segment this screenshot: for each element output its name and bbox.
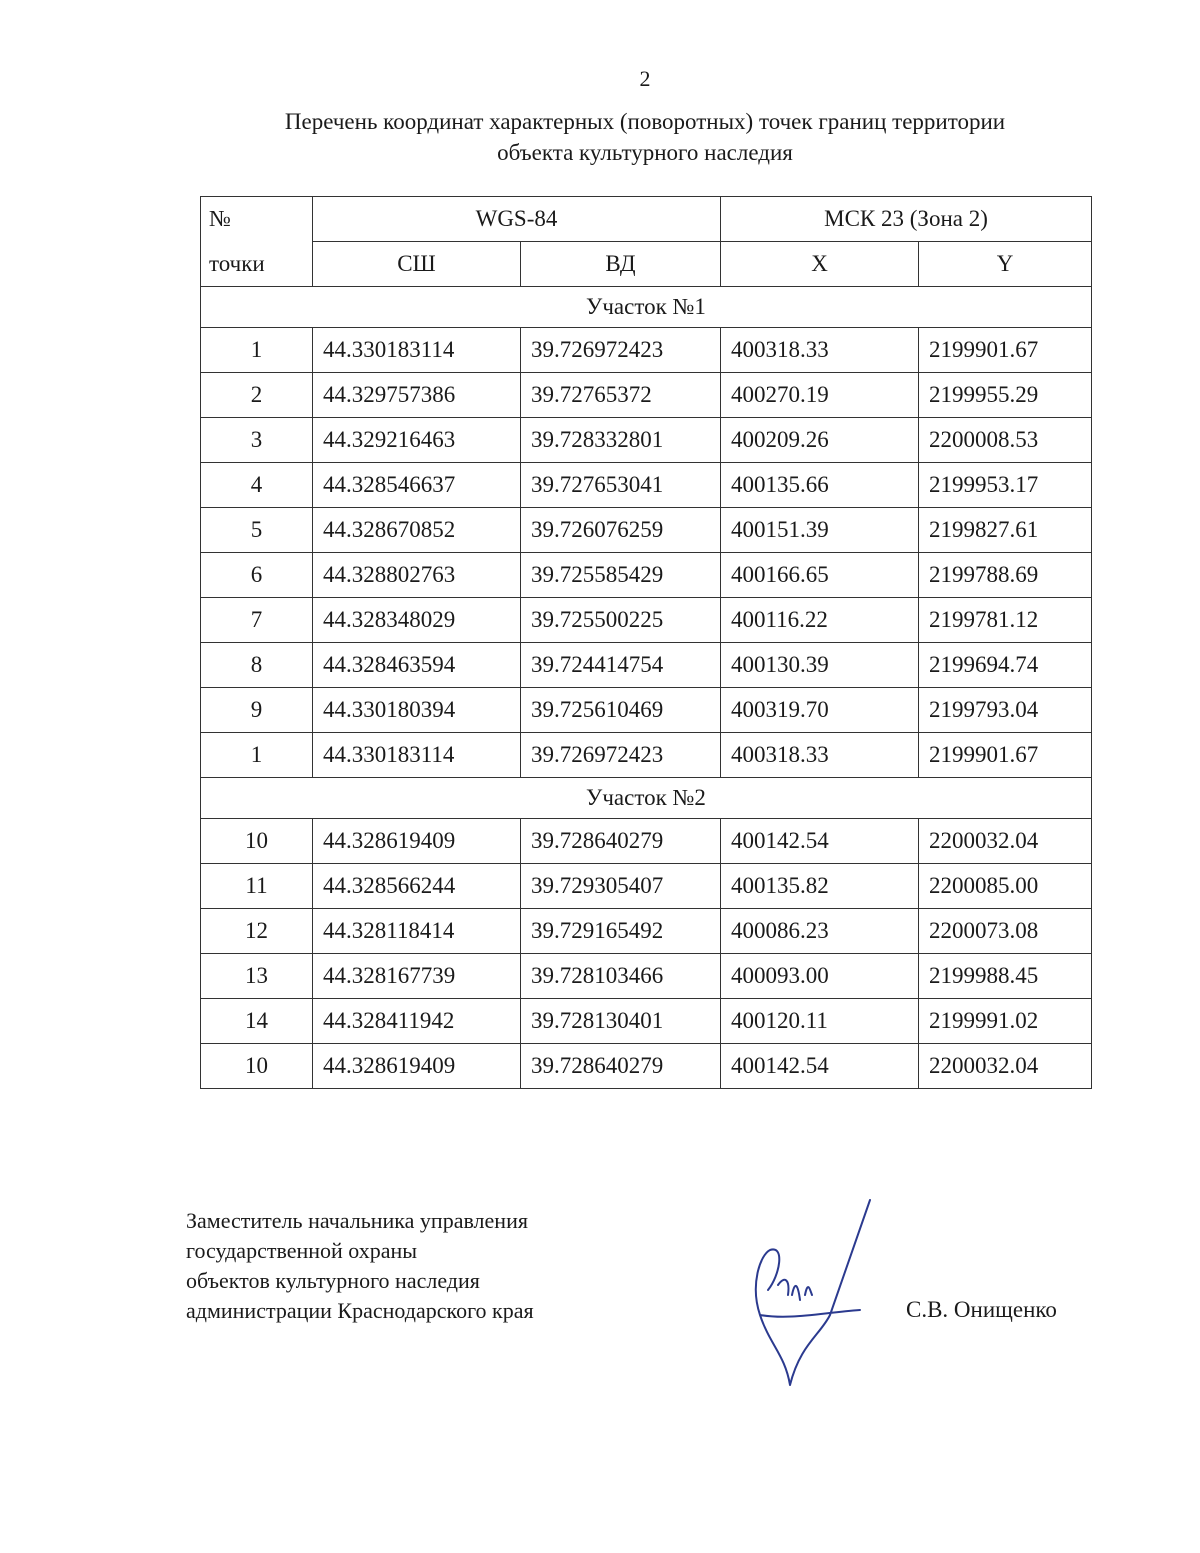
header-num-line1: № (201, 197, 313, 242)
x-coordinate-cell: 400151.39 (721, 508, 919, 553)
header-x: X (721, 242, 919, 287)
x-coordinate-cell: 400318.33 (721, 733, 919, 778)
latitude-cell: 44.328802763 (313, 553, 521, 598)
point-number-cell: 2 (201, 373, 313, 418)
x-coordinate-cell: 400093.00 (721, 954, 919, 999)
point-number-cell: 4 (201, 463, 313, 508)
latitude-cell: 44.328118414 (313, 909, 521, 954)
longitude-cell: 39.728130401 (521, 999, 721, 1044)
point-number-cell: 3 (201, 418, 313, 463)
y-coordinate-cell: 2199793.04 (919, 688, 1092, 733)
longitude-cell: 39.728640279 (521, 819, 721, 864)
table-row (201, 598, 1092, 643)
y-coordinate-cell: 2200032.04 (919, 1044, 1092, 1089)
header-y: Y (919, 242, 1092, 287)
point-number-cell: 1 (201, 733, 313, 778)
table-row (201, 1044, 1092, 1089)
latitude-cell: 44.329757386 (313, 373, 521, 418)
point-number-cell: 11 (201, 864, 313, 909)
longitude-cell: 39.724414754 (521, 643, 721, 688)
table-row (201, 909, 1092, 954)
longitude-cell: 39.726972423 (521, 733, 721, 778)
x-coordinate-cell: 400319.70 (721, 688, 919, 733)
header-wgs84: WGS-84 (313, 197, 721, 242)
latitude-cell: 44.328411942 (313, 999, 521, 1044)
document-title (200, 106, 1090, 168)
y-coordinate-cell: 2199901.67 (919, 733, 1092, 778)
section-row (201, 778, 1092, 819)
point-number-cell: 9 (201, 688, 313, 733)
longitude-cell: 39.72765372 (521, 373, 721, 418)
y-coordinate-cell: 2199788.69 (919, 553, 1092, 598)
table-row (201, 328, 1092, 373)
latitude-cell: 44.328619409 (313, 1044, 521, 1089)
header-msk23: МСК 23 (Зона 2) (721, 197, 1092, 242)
x-coordinate-cell: 400270.19 (721, 373, 919, 418)
y-coordinate-cell: 2199988.45 (919, 954, 1092, 999)
latitude-cell: 44.328546637 (313, 463, 521, 508)
y-coordinate-cell: 2199953.17 (919, 463, 1092, 508)
longitude-cell: 39.726076259 (521, 508, 721, 553)
handwritten-signature (730, 1195, 880, 1395)
section-title: Участок №2 (201, 778, 1092, 819)
point-number-cell: 12 (201, 909, 313, 954)
section-row (201, 287, 1092, 328)
page-number: 2 (639, 66, 651, 91)
longitude-cell: 39.729165492 (521, 909, 721, 954)
longitude-cell: 39.728103466 (521, 954, 721, 999)
y-coordinate-cell: 2200032.04 (919, 819, 1092, 864)
point-number-cell: 14 (201, 999, 313, 1044)
table-row (201, 418, 1092, 463)
y-coordinate-cell: 2199901.67 (919, 328, 1092, 373)
x-coordinate-cell: 400166.65 (721, 553, 919, 598)
table-row (201, 553, 1092, 598)
y-coordinate-cell: 2200085.00 (919, 864, 1092, 909)
longitude-cell: 39.725500225 (521, 598, 721, 643)
point-number-cell: 7 (201, 598, 313, 643)
table-row (201, 864, 1092, 909)
latitude-cell: 44.328619409 (313, 819, 521, 864)
latitude-cell: 44.328463594 (313, 643, 521, 688)
point-number-cell: 5 (201, 508, 313, 553)
signer-position-line-2: государственной охраны (186, 1238, 418, 1263)
table-row (201, 733, 1092, 778)
coordinates-table (200, 196, 1092, 1089)
signer-name: С.В. Онищенко (906, 1297, 1057, 1322)
table-row (201, 373, 1092, 418)
table-row (201, 463, 1092, 508)
point-number-cell: 8 (201, 643, 313, 688)
x-coordinate-cell: 400142.54 (721, 1044, 919, 1089)
latitude-cell: 44.328167739 (313, 954, 521, 999)
x-coordinate-cell: 400116.22 (721, 598, 919, 643)
signer-position-line-3: объектов культурного наследия (186, 1268, 480, 1293)
table-row (201, 819, 1092, 864)
x-coordinate-cell: 400120.11 (721, 999, 919, 1044)
latitude-cell: 44.329216463 (313, 418, 521, 463)
latitude-cell: 44.330183114 (313, 328, 521, 373)
table-row (201, 643, 1092, 688)
y-coordinate-cell: 2199955.29 (919, 373, 1092, 418)
signer-position-line-4: администрации Краснодарского края (186, 1298, 534, 1323)
x-coordinate-cell: 400130.39 (721, 643, 919, 688)
point-number-cell: 6 (201, 553, 313, 598)
section-title: Участок №1 (201, 287, 1092, 328)
y-coordinate-cell: 2199991.02 (919, 999, 1092, 1044)
longitude-cell: 39.727653041 (521, 463, 721, 508)
latitude-cell: 44.328670852 (313, 508, 521, 553)
x-coordinate-cell: 400135.82 (721, 864, 919, 909)
header-lat: СШ (313, 242, 521, 287)
latitude-cell: 44.328566244 (313, 864, 521, 909)
latitude-cell: 44.330183114 (313, 733, 521, 778)
title-line-2: объекта культурного наследия (497, 140, 793, 165)
longitude-cell: 39.725610469 (521, 688, 721, 733)
longitude-cell: 39.728332801 (521, 418, 721, 463)
signer-position (186, 1206, 534, 1326)
signer-position-line-1: Заместитель начальника управления (186, 1208, 528, 1233)
table-row (201, 954, 1092, 999)
title-line-1: Перечень координат характерных (поворотных) точек границ территории (284, 109, 1006, 134)
table-row (201, 508, 1092, 553)
x-coordinate-cell: 400086.23 (721, 909, 919, 954)
y-coordinate-cell: 2199781.12 (919, 598, 1092, 643)
y-coordinate-cell: 2200073.08 (919, 909, 1092, 954)
table-header (201, 197, 1092, 287)
longitude-cell: 39.726972423 (521, 328, 721, 373)
table-row (201, 688, 1092, 733)
x-coordinate-cell: 400142.54 (721, 819, 919, 864)
latitude-cell: 44.330180394 (313, 688, 521, 733)
point-number-cell: 10 (201, 819, 313, 864)
header-lon: ВД (521, 242, 721, 287)
table-row (201, 999, 1092, 1044)
longitude-cell: 39.729305407 (521, 864, 721, 909)
table-body (201, 287, 1092, 1089)
header-num-line2: точки (201, 242, 313, 287)
longitude-cell: 39.725585429 (521, 553, 721, 598)
point-number-cell: 1 (201, 328, 313, 373)
latitude-cell: 44.328348029 (313, 598, 521, 643)
longitude-cell: 39.728640279 (521, 1044, 721, 1089)
y-coordinate-cell: 2200008.53 (919, 418, 1092, 463)
x-coordinate-cell: 400135.66 (721, 463, 919, 508)
point-number-cell: 13 (201, 954, 313, 999)
y-coordinate-cell: 2199827.61 (919, 508, 1092, 553)
point-number-cell: 10 (201, 1044, 313, 1089)
x-coordinate-cell: 400209.26 (721, 418, 919, 463)
x-coordinate-cell: 400318.33 (721, 328, 919, 373)
y-coordinate-cell: 2199694.74 (919, 643, 1092, 688)
